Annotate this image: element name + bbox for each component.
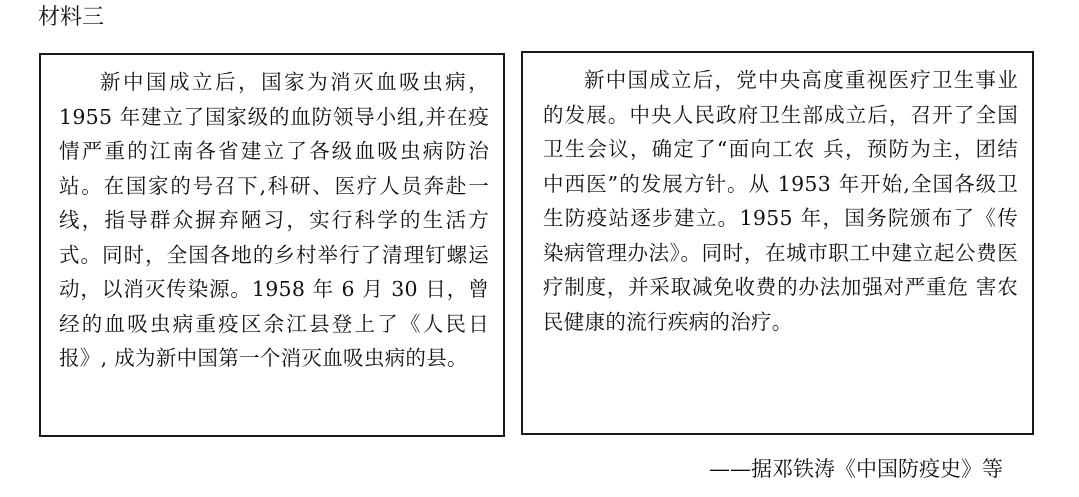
material-text-left: 新中国成立后，国家为消灭血吸虫病， 1955 年建立了国家级的血防领导小组,并在疫情严重的江南各省建立了各级血吸虫病防治站。在国家的号召下,科研、医疗人员奔赴一线，指导群众摒弃陋习，实行科学的生活方式。同时，全国各地的乡村举行了清理钉螺运动，以消灭传染源。1958 年 6 月 30 日，曾经的血吸虫病重疫区余江县登上了《人民日报》, 成为新中国第一个消灭血吸虫病的县。 (59, 70, 489, 370)
material-text-right: 新中国成立后，党中央高度重视医疗卫生事业的发展。中央人民政府卫生部成立后，召开了全国卫生会议，确定了“面向工农 兵，预防为主，团结中西医”的发展方针。从 1953 年开始,全国各级卫生防疫站逐步建立。1955 年，国务院颁布了《传染病管理办法》。同时，在城市职工中建立起公费医疗制度，并采取减免收费的办法加强对严重危 害农民健康的流行疾病的治疗。 (543, 68, 1018, 334)
source-citation: ——据邓铁涛《中国防疫史》等 (709, 457, 1003, 481)
material-heading: 材料三 (38, 5, 105, 30)
material-box-left (39, 53, 505, 437)
material-box-right (521, 51, 1034, 435)
